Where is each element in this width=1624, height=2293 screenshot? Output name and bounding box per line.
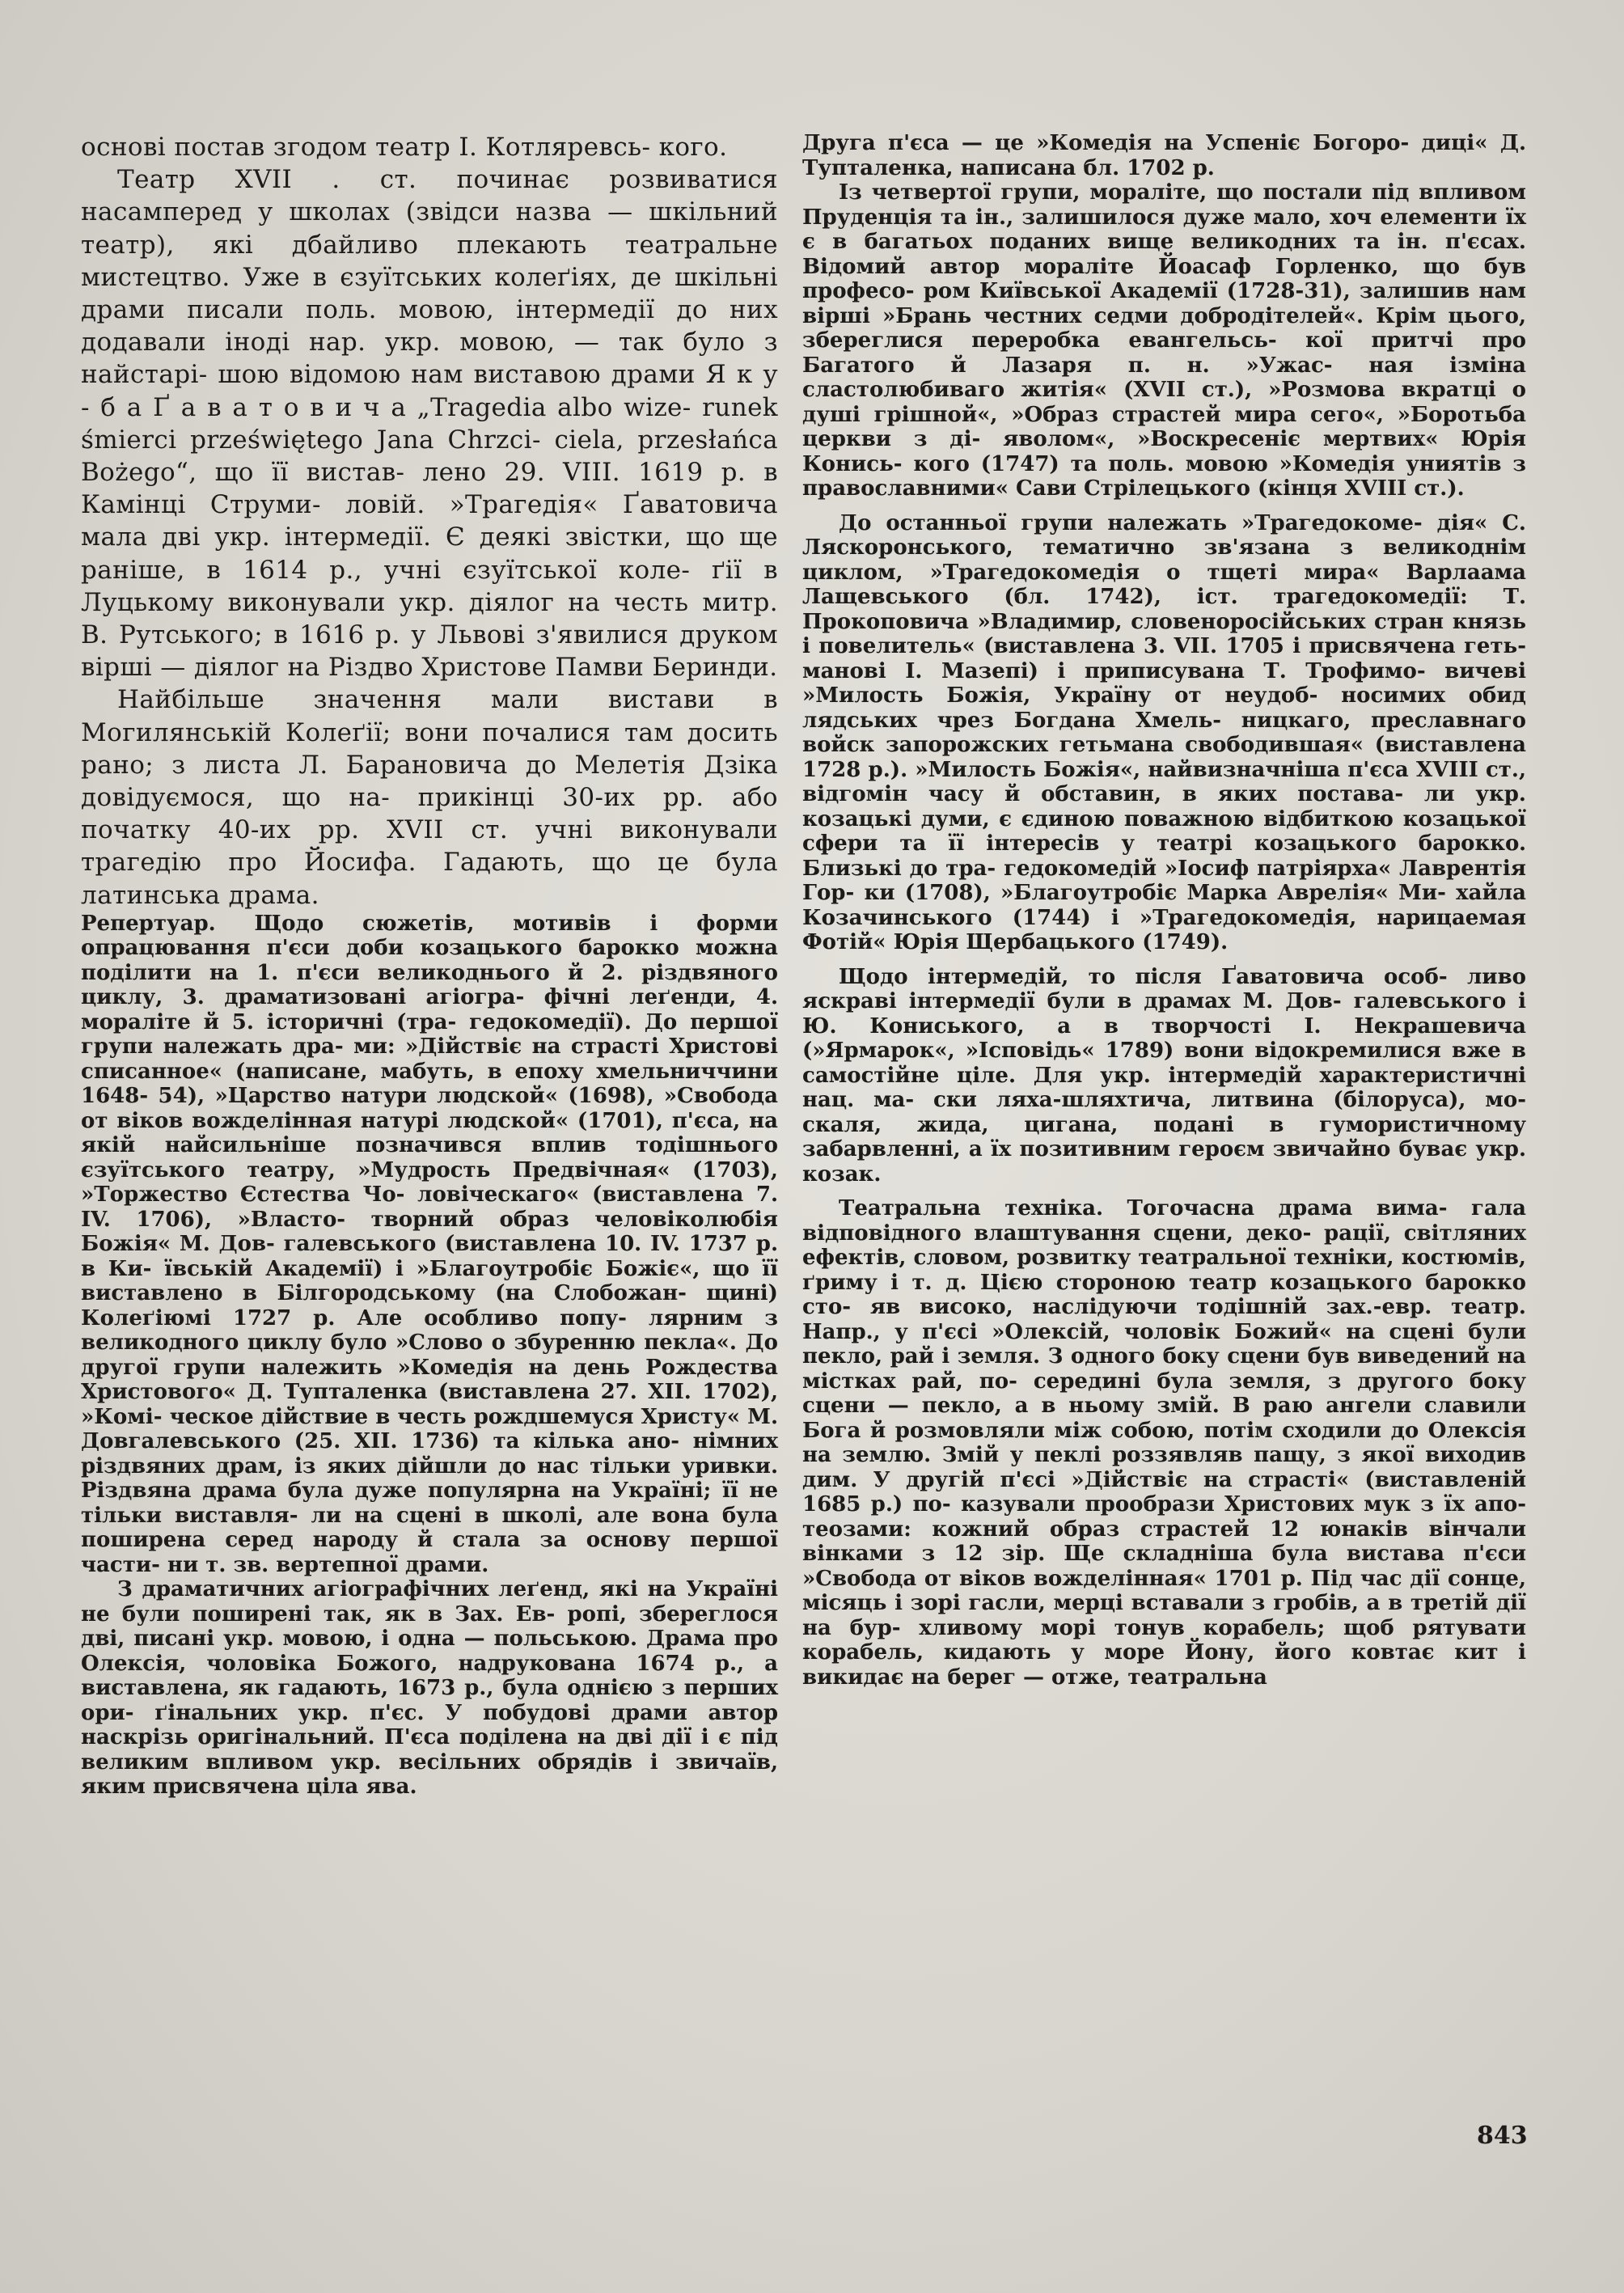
page-number: 843 (1477, 2122, 1528, 2150)
paragraph: Друга п'єса — це »Комедія на Успеніє Богоро- диці« Д. Тупталенка, написана бл. 1702 р. (802, 131, 1526, 180)
left-column (81, 131, 778, 1800)
paragraph: З драматичних агіографічних леґенд, які на Україні не були поширені так, як в Зах. Ев- ропі, збереглося дві, писані укр. мовою, і одна — польською. Драма про Олексія, чоловіка Божого, надрукована 1674 р., а виставлена, як гадають, 1673 р., була однією з перших ори- ґінальних укр. п'єс. У побудові драми автор наскрізь оригінальний. П'єса поділена на дві дії і є під великим впливом укр. весільних обрядів і звичаїв, яким присвячена ціла ява. (81, 1577, 778, 1800)
paragraph: Із четвертої групи, мораліте, що постали під впливом Пруденція та ін., залишилося дуже мало, хоч елементи їх є в багатьох поданих вище великодних та ін. п'єсах. Відомий автор мораліте Йоасаф Горленко, що був професо- ром Київської Академії (1728-31), залишив нам вірші »Брань честних седми добродітелей«. Крім цього, збереглися переробка евангельсь- кої притчі про Багатого й Лазаря п. н. »Ужас- ная ізміна сластолюбиваго житія« (XVII ст.), »Розмова вкратці о душі грішной«, »Образ страстей мира сего«, »Боротьба церкви з ді- яволом«, »Воскресеніє мертвих« Юрія Конись- кого (1747) та поль. мовою »Комедія униятів з православними« Сави Стрілецького (кінця XVIII ст.). (802, 180, 1526, 501)
paragraph: Щодо інтермедій, то після Ґаватовича особ- ливо яскраві інтермедії були в драмах М. Дов- галевського і Ю. Кониського, а в творчості І. Некрашевича (»Ярмарок«, »Ісповідь« 1789) вони відокремилися вже в самостійне ціле. Для укр. інтермедій характеристичні нац. ма- ски ляха-шляхтича, литвина (білоруса), мо- скаля, жида, цигана, подані в гумористичному забарвленні, а їх позитивним героєм звичайно буває укр. козак. (802, 964, 1526, 1187)
section-heading: Репертуар. (81, 911, 216, 936)
paragraph: До останньої групи належать »Трагедокоме- дія« С. Ляскоронського, тематично зв'язана з великоднім циклом, »Трагедокомедія о тщеті мира« Варлаама Лащевського (бл. 1742), іст. трагедокомедії: Т. Прокоповича »Владимир, словеноросійських стран князь і повелитель« (виставлена 3. VII. 1705 і присвячена геть- манові І. Мазепі) і приписувана Т. Трофимо- вичеві »Милость Божія, Україну от неудоб- носимих обид лядських чрез Богдана Хмель- ницкаго, преславнаго войск запорожских гетьмана свободившая« (виставлена 1728 р.). »Милость Божія«, найвизначніша п'єса XVIII ст., відгомін часу й обставин, в яких постава- ли укр. козацькі думи, є єдиною поважною відбиткою козацької сфери та її інтересів у театрі козацького бароккo. Близькі до тра- гедокомедій »Іосиф патріярха« Лаврентія Гор- ки (1708), »Благоутробіє Марка Аврелія« Ми- хайла Козачинського (1744) і »Трагедокомедія, нарицаемая Фотій« Юрія Щербацького (1749). (802, 510, 1526, 954)
right-column (802, 131, 1526, 1690)
paragraph: основі постав згодом театр І. Котляревсь- кого. (81, 133, 728, 162)
paragraph-body: Щодо сюжетів, мотивів і форми опрацювання п'єси доби козацького бароккo можна поділити на 1. п'єси великоднього й 2. різдвяного циклу, 3. драматизовані агіогра- фічні леґенди, 4. мораліте й 5. історичні (тра- гедокомедії). До першої групи належать дра- ми: »Дійствіє на страсті Христові списанное« (написане, мабуть, в епоху хмельниччини 1648- 54), »Царство натури людской« (1698), »Свобода от віков вожделінная натурі людской« (1701), п'єса, на якій найсильніше позначився вплив тодішнього єзуїтського театру, »Мудрость Предвічная« (1703), »Торжество Єстества Чо- ловіческаго« (виставлена 7. IV. 1706), »Власто- творний образ человіколюбія Божія« М. Дов- галевського (виставлена 10. IV. 1737 р. в Ки- ївській Академії) і »Благоутробіє Божіє«, що її виставлено в Білгородському (на Слобожан- щині) Колеґіюмі 1727 р. Але особливо попу- лярним з великодного циклу було »Слово о збуренню пекла«. До другої групи належить »Комедія на день Рождества Христового« Д. Тупталенка (виставлена 27. XII. 1702), »Комі- ческое дійствие в честь рождшемуся Христу« М. Довгалевського (25. XII. 1736) та кілька ано- німних різдвяних драм, із яких дійшли до нас тільки уривки. Різдвяна драма була дуже популярна на Україні; її не тільки виставля- ли на сцені в школі, але вона була поширена серед народу й стала за основу першої части- ни т. зв. вертепної драми. (81, 911, 778, 1577)
paragraph: Театр XVII . ст. починає розвиватися насамперед у школах (звідси назва — шкільний театр), які дбайливо плекають театральне мистецтво. Уже в єзуїтських колеґіях, де шкільні драми писали поль. мовою, інтермедії до них додавали іноді нар. укр. мовою, — так було з найстарі- шою відомою нам виставою драми Я к у - б а Ґ а в а т о в и ч а „Tragedia albo wize- runek śmierci przeświętego Jana Chrzci- ciela, przesłańca Bożego“, що її вистав- лено 29. VIII. 1619 р. в Камінці Струми- ловій. »Трагедія« Ґаватовича мала дві укр. інтермедії. Є деякі звістки, що ще раніше, в 1614 р., учні єзуїтської коле- ґії в Луцькому виконували укр. діялог на честь митр. В. Рутського; в 1616 р. у Львові з'явилися друком вірші — діялог на Різдво Христове Памви Беринди. (81, 165, 778, 683)
section-heading: Театральна техніка. (839, 1196, 1103, 1221)
paragraph (802, 1196, 1526, 1690)
paragraph (81, 912, 778, 1578)
paragraph-body: Тогочасна драма вима- гала відповідного влаштування сцени, деко- рації, світляних ефектів, словом, розвитку театральної техніки, костюмів, ґриму і т. д. Цією стороною театр козацького бароккo сто- яв високо, наслідуючи тодішній зах.-евр. театр. Напр., у п'єсі »Олексій, чоловік Божий« на сцені були пекло, рай і земля. З одного боку сцени був виведений на містках рай, по- середині була земля, з другого боку сцени — пекло, а в ньому змій. В раю ангели славили Бога й розмовляли між собою, потім сходили до Олексія на землю. Змій у пеклі роззявляв пащу, з якої виходив дим. У другій п'єсі »Дійствіє на страсті« (виставленій 1685 р.) по- казували прообрази Христових мук з їх апо- теозами: кожний образ страстей 12 юнаків вінчали вінками з 12 зір. Ще складніша була вистава п'єси »Свобода от віков вожделінная« 1701 р. Під час дії сонце, місяць і зорі гасли, мерці вставали з гробів, а в третій дії на бур- хливому морі тонув корабель; щоб рятувати корабель, кидають у море Йону, його ковтає кит і викидає на берег — отже, театральна (802, 1196, 1526, 1690)
paragraph: Найбільше значення мали вистави в Могилянській Колеґії; вони почалися там досить рано; з листа Л. Барановича до Мелетія Дзіка довідуємося, що на- прикінці 30-их рр. або початку 40-их рр. XVII ст. учні виконували трагедію про Йосифа. Гадають, що це була латинська драма. (81, 685, 778, 910)
